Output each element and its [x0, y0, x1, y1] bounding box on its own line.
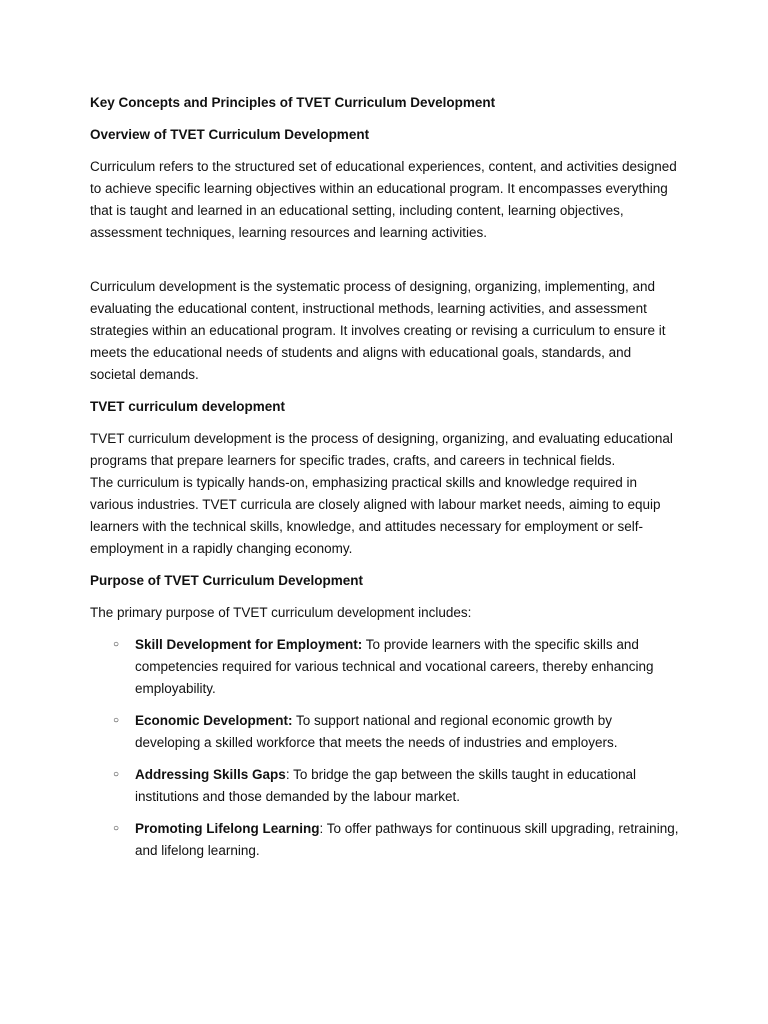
hollow-circle-bullet-icon: ○ [113, 639, 120, 650]
list-item-term: Promoting Lifelong Learning [135, 821, 320, 836]
list-item-text: To provide learners with the specific skills and competencies required for various technical and vocational careers, thereby enhancing employability. [135, 637, 654, 696]
purpose-heading: Purpose of TVET Curriculum Development [90, 573, 364, 588]
tvet-heading: TVET curriculum development [90, 399, 286, 414]
list-item-text: : To bridge the gap between the skills taught in educational institutions and those demanded by the labour market. [135, 767, 637, 804]
curriculum-development-paragraph: Curriculum development is the systematic process of designing, organizing, implementing, and evaluating the educational content, instructional methods, learning activities, and assessment strategies within an educational program. It involves creating or revising a curriculum to ensure it meets the educational needs of students and aligns with educational goals, standards, and societal demands. [90, 279, 666, 382]
curriculum-definition-paragraph: Curriculum refers to the structured set of educational experiences, content, and activities designed to achieve specific learning objectives within an educational program. It encompasses everything that is taught and learned in an educational setting, including content, learning objectives, assessment techniques, learning resources and learning activities. [90, 159, 677, 240]
purpose-list [90, 634, 680, 862]
purpose-intro: The primary purpose of TVET curriculum development includes: [90, 605, 472, 620]
hollow-circle-bullet-icon: ○ [113, 715, 120, 726]
list-item-term: Skill Development for Employment: [135, 637, 363, 652]
tvet-paragraph [90, 428, 680, 560]
list-item-text: : To offer pathways for continuous skill upgrading, retraining, and lifelong learning. [135, 821, 679, 858]
list-item [90, 818, 680, 862]
list-item-text: To support national and regional economic growth by developing a skilled workforce that meets the needs of industries and employers. [135, 713, 618, 750]
document-page [90, 92, 680, 872]
tvet-paragraph-line-1: TVET curriculum development is the process of designing, organizing, and evaluating educational programs that prepare learners for specific trades, crafts, and careers in technical fields. [90, 431, 673, 468]
list-item [90, 634, 680, 700]
list-item-term: Addressing Skills Gaps [135, 767, 286, 782]
list-item [90, 710, 680, 754]
hollow-circle-bullet-icon: ○ [113, 769, 120, 780]
overview-heading: Overview of TVET Curriculum Development [90, 127, 370, 142]
list-item-term: Economic Development: [135, 713, 293, 728]
list-item [90, 764, 680, 808]
document-title: Key Concepts and Principles of TVET Curriculum Development [90, 95, 496, 110]
tvet-paragraph-line-2: The curriculum is typically hands-on, emphasizing practical skills and knowledge required in various industries. TVET curricula are closely aligned with labour market needs, aiming to equip learners with the technical skills, knowledge, and attitudes necessary for employment or self-employment in a rapidly changing economy. [90, 475, 661, 556]
hollow-circle-bullet-icon: ○ [113, 823, 120, 834]
